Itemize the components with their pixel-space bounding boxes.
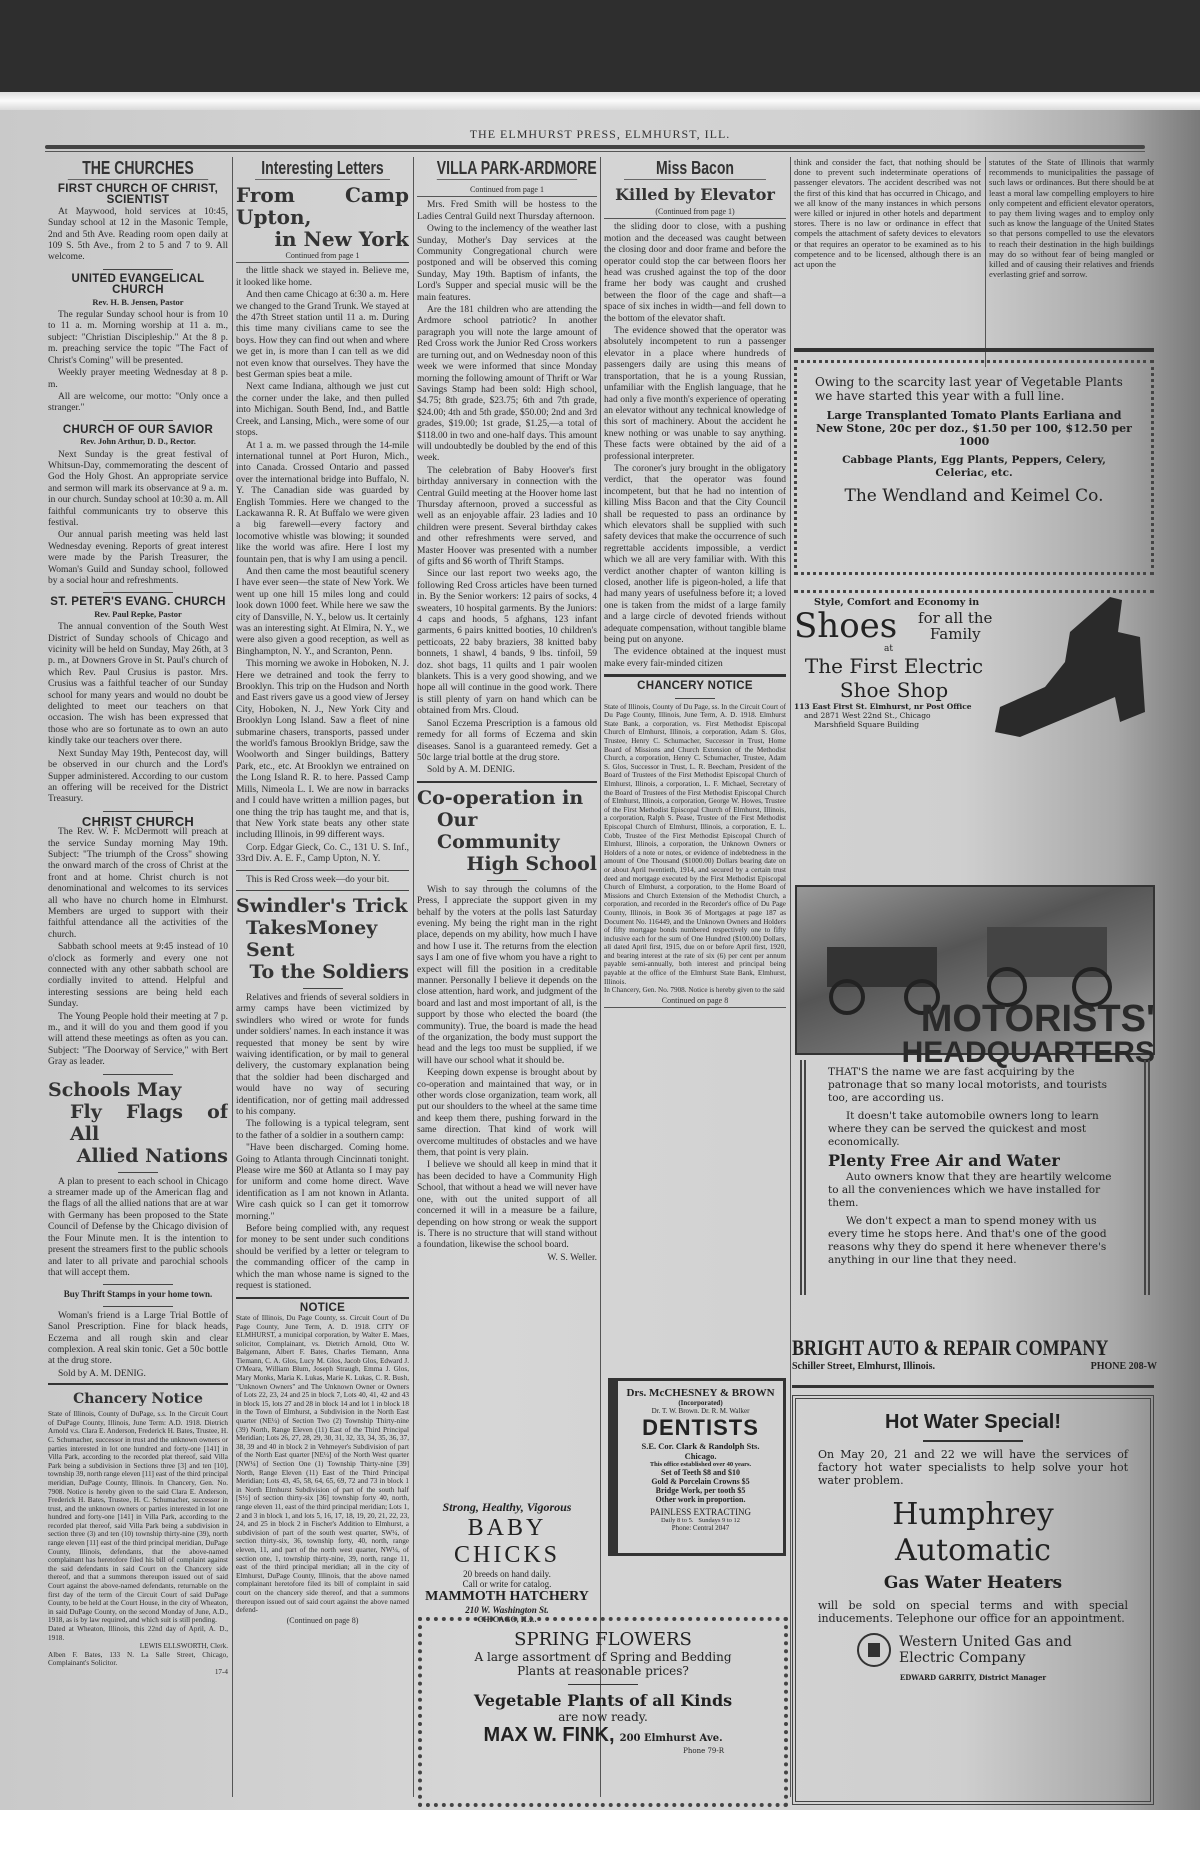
divider <box>118 1172 158 1173</box>
headline-schools <box>48 1079 228 1167</box>
chancery-notice-title: Chancery Notice <box>73 1391 203 1408</box>
chicks-line: 20 breeds on hand daily. <box>463 1569 551 1579</box>
motorists-title-line2: HEADQUARTERS <box>901 1036 1155 1069</box>
red-cross-notice: This is Red Cross week—do your bit. <box>246 874 390 885</box>
article-paragraph: Before being complied with, any request for money to be sent under such conditions should be verified by a letter or telegram to the commanding officer of the camp in which the man whose name is signed to the request is stationed. <box>236 1224 409 1292</box>
motorists-subhead: Plenty Free Air and Water <box>828 1151 1060 1170</box>
article-paragraph: I believe we should all keep in mind that it has been decided to have a Community High School, that without a head we will never have one, with out the united support of all concerned it will in a measure be a failure, depending on how strong or weak the support is. There is no structure that will stand without a foundation, likewise the school board. <box>417 1160 597 1251</box>
church-entry <box>48 813 228 1069</box>
flowers-address: 200 Elmhurst Ave. <box>619 1733 723 1744</box>
dentist-price: Bridge Work, per tooth $5 <box>655 1486 746 1495</box>
elevator-continuation-a <box>794 157 981 367</box>
headline-line: High School <box>466 852 597 875</box>
church-paragraph: The Young People hold their meeting at 7 p. m., and it will do you and them good if you will attend these meetings as often as you can. Subject: "The Doorway of Service," with Bert Gray as leader. <box>48 1011 228 1068</box>
column-rule <box>413 157 414 1797</box>
shoe-tagline: Style, Comfort and Economy in <box>814 597 980 608</box>
western-united-logo-row <box>818 1633 1128 1667</box>
notice-title: NOTICE <box>299 1301 346 1314</box>
plants-intro: Owing to the scarcity last year of Vegetable Plants we have started this year with a full line. <box>815 375 1123 403</box>
column-rule <box>600 157 601 1797</box>
church-paragraph: Weekly prayer meeting Wednesday at 8 p. m. <box>48 368 228 390</box>
headline-line: From Camp Upton, <box>236 183 409 229</box>
church-paragraph: Sabbath school meets at 9:45 instead of 10 o'clock as formerly and every one not connected with any other sabbath school are cordially invited to attend. Helpful and interesting sessions are being held each Sunday. <box>48 942 228 1010</box>
article-paragraph: the little shack we stayed in. Believe me, it looked like home. <box>236 266 409 288</box>
article-paragraph: The evidence obtained at the inquest must make every fair-minded citizen <box>604 647 786 669</box>
dentist-incorporated: (Incorporated) <box>678 1399 723 1407</box>
column-rule <box>232 157 233 1797</box>
church-paragraph: The Rev. W. F. McDermott will preach at the service Sunday morning May 19th. Subject: "The triumph of the Cross" showing the onward march of the cross of Christ at the front and at home. Christ church is not denominational and welcomes to its services all who have no church home in Elmhurst. Members are urged to support with their faithful attendance all the activities of the church. <box>48 827 228 940</box>
chicks-title: BABY CHICKS <box>453 1515 561 1568</box>
chancery-notice-title: CHANCERY NOTICE <box>637 680 753 693</box>
church-name: CHURCH OF OUR SAVIOR <box>62 423 214 436</box>
hot-water-p2: will be sold on special terms and with special inducements. Telephone our office for an appointment. <box>818 1599 1128 1625</box>
church-entry <box>48 184 228 264</box>
baby-chicks-ad <box>417 1500 597 1624</box>
chicks-city: CHICAGO, ILL. <box>477 1615 537 1624</box>
headline-line: Fly Flags of All <box>70 1100 228 1145</box>
flowers-name: MAX W. FINK, <box>483 1724 615 1746</box>
church-pastor: Rev. H. B. Jensen, Pastor <box>92 296 184 307</box>
bright-auto-name: BRIGHT AUTO & REPAIR COMPANY <box>792 1335 1109 1360</box>
gas-heaters-sub: Gas Water Heaters <box>883 1573 1063 1593</box>
heat-light-power-logo-icon <box>857 1633 891 1667</box>
dentist-hours-sunday: Sundays 9 to 12 <box>698 1517 741 1524</box>
article-paragraph: The celebration of Baby Hoover's first birthday anniversary in connection with the Central Guild meeting at the Hoover home last Thursday afternoon, proved a successful as well as an enjoyable affair. 23 ladies and 10 children were present. Several birthday cakes and other refreshments were served, and Master Hoover was presented with a number of gifts and $6 worth of Thrift Stamps. <box>417 465 597 567</box>
automatic-brand: Automatic <box>895 1533 1051 1568</box>
church-pastor: Rev. Paul Repke, Pastor <box>94 608 182 619</box>
article-paragraph: statutes of the State of Illinois that warmly recommends to municipalities the passage of such laws or ordinances. But there should be at least a moral law compelling employers to hire only competent and efficient elevator operators, to pay them living wages and to employ only such as know the language of the United States so that persons compelled to use the elevators to reach their destination in the high buildings may do so without fear of being mangled or killed and of causing their relatives and friends everlasting grief and sorrow. <box>989 157 1154 280</box>
article-paragraph: And then came Chicago at 6:30 a. m. Here we changed to the Grand Trunk. We stayed at the 47th Street station until 11 a. m. During this time many civilians came to see the boys. How they can find out when and where we get in, is more than I can tell as we did not even know that ourselves. They have the best German spies beat a mile. <box>236 290 409 381</box>
article-paragraph: Relatives and friends of several soldiers in army camps have been victimized by swindlers who wired or wrote for funds under soldiers' names. In each instance it was requested that money be sent by wire waiving identification, or by mail to general delivery, the customary explanation being that the soldier had been discharged and would have no way of securing identification, nor of getting mail addressed to his company. <box>236 992 409 1117</box>
scan-dark-border <box>0 0 1200 100</box>
dentist-painless: PAINLESS EXTRACTING <box>650 1507 751 1517</box>
church-entry <box>48 597 228 805</box>
sanol-sold-by: Sold by A. M. DENIG. <box>58 1368 146 1379</box>
section-head-miss-bacon: Miss Bacon <box>624 157 766 180</box>
church-paragraph: The regular Sunday school hour is from 10 to 11 a. m. Morning worship at 11 a. m., subject: "Christian Discipleship." At the 8 p. m. preaching service the topic "The Fact of Christ's Coming" will be presented. <box>48 310 228 366</box>
article-paragraph: the sliding door to close, with a pushing motion and the deceased was caught between the closing door and door frame and before the operator could stop the car between floors her head was crushed against the top of the door frame her body was caught and crushed between the floor of the cage and shaft—a space of six inches in width—and fell down to the bottom of the elevator shaft. <box>604 222 786 324</box>
bright-auto-contact <box>792 1361 1157 1372</box>
flowers-vegetable: Vegetable Plants of all Kinds <box>473 1691 733 1710</box>
humphrey-brand: Humphrey <box>892 1497 1054 1532</box>
spring-flowers-ad <box>418 1617 788 1807</box>
headline-line: Our Community <box>437 808 560 853</box>
dentist-city: Chicago. <box>684 1451 717 1461</box>
headline-line: Co-operation in <box>417 786 584 809</box>
divider <box>236 890 409 891</box>
plants-cabbage: Cabbage Plants, Egg Plants, Peppers, Celery, Celeriac, etc. <box>842 454 1106 479</box>
western-united-name: Western United Gas and Electric Company <box>899 1634 1072 1666</box>
church-paragraph: At Maywood, hold services at 10:45, Sunday school at 12 in the Masonic Temple, 2nd and 5th Ave. Reading room open daily at 109 S. 5th Ave., from 2 to 5 and 7 to 9. All welcome. <box>48 206 228 263</box>
motorists-p3: Auto owners know that they are heartily welcome to all the conveniences which we have installed for them. <box>828 1171 1112 1209</box>
church-paragraph: All are welcome, our motto: "Only once a stranger." <box>48 391 228 414</box>
article-paragraph: Sold by A. M. DENIG. <box>427 765 515 776</box>
plants-company: The Wendland and Keimel Co. <box>844 486 1104 506</box>
motorists-p2: It doesn't take automobile owners long to learn where they can be served the quickest and most economically. <box>828 1110 1099 1148</box>
article-paragraph: The coroner's jury brought in the obligatory verdict, that the operator was found incompetent, but that he had no intention of killing Miss Bacon and that the City Council shall be requested to pass an ordinance by which elevators shall be supplied with such safety devices that make the occurrence of such regrettable accidents impossible, a verdict which we all are very familiar with. With this verdict another chapter of wanton killing is closed, another life is pigeon-holed, a life that had many years of usefulness before it; a loved one is taken from the midst of a large family and a large circle of devoted friends without adequate compensation, without tangible blame being put on anyone. <box>604 463 786 646</box>
dentist-price: Gold & Porcelain Crowns $5 <box>651 1477 750 1486</box>
motorists-p4: We don't expect a man to spend money with us every time he stops here. And that's one of the good reasons why they do spend it here whenever there's anything in our line that they need. <box>828 1215 1107 1266</box>
notice-body: State of Illinois, Du Page County, ss. Circuit Court of Du Page County, June Term, A. D. 1918. CITY OF ELMHURST, a municipal corporation, by Walter E. Maes, solicitor, Complainant, vs. Dietrich Arnold, Otto W. Balgemann, Albert F. Bates, Charles Tiemann, Anna Tiemann, C. A. Glos, Lucy M. Glos, Jacob Glos, Edward J. O'Meara, William Blum, Joseph Straugh, Emma J. Glos, Mary Monks, Maria K. Lukas, Marie K. Lukas, C. R. Bush, "Unknown Owners" and The Unknown Owner or Owners of Lots 22, 23, 24 and 25 in block 7, Lots 40, 41, 42 and 43 in block 15, lots 27 and 28 in block 14 and lot 1 in block 18 in the Town of Elmhurst, a Subdivision in the North East quarter (NE¼) of Section Two (2) Township Thirty-nine (39) North, Range Eleven (11) East of the Third Principal Meridian; Lots 26, 27, 28, 29, 30, 31, 32, 33, 34, 35, 36, 37, 38, 39 and 40 in block 2 in Vehmeyer's Subdivision of part of the North East quarter [NE¼] of the North West quarter [NW¼] of Section One (1) Township Thirty-nine [39] North, Range Eleven (11) East of the Third Principal Meridian; Lots 43, 45, 58, 64, 65, 69, 72 and 73 in block 1 in North Elmhurst Subdivision of part of the south half [S½] of section thirty-six [36] township forty 40, north, range eleven 11, east of the third principal meridian; Lots 1, 2 and 3 in block 1, and lots 5, 16, 17, 18, 19, 20, 21, 22, 23, 24, and 25 in block 2 in Fischer's Addition to Elmhurst, a subdivision of part of the south west quarter, SW¼, of section thirty-six, 36, township forty, 40, north, range eleven, 11, and part of the north west quarter, NW¼, of section one, 1, township thirty-nine, 39, north, range 11, east of the third principal meridian; all in the city of Elmhurst, DuPage County, Illinois, that the above named complainant heretofore filed its bill of complaint in said court on the chancery side thereof, and that a summons thereupon issued out of said court against the above named defend- <box>236 1313 409 1615</box>
dentist-hours-daily: Daily 8 to 5. <box>660 1517 694 1524</box>
continued-from: Continued from page 1 <box>236 250 409 263</box>
motorists-title <box>800 1000 1155 1068</box>
flowers-ready: are now ready. <box>558 1710 648 1724</box>
scan-bottom-margin <box>0 1810 1200 1855</box>
headline-line: in New York <box>274 227 409 251</box>
church-paragraph: The annual convention of the South West District of Sunday schools of Chicago and vicinity will be held on Sunday, May 26th, at 3 p. m., at Downers Grove in St. Paul's church of which Rev. Paul Crusius is pastor. Mrs. Crusius was a faithful teacher of our Sunday school for many years and would no doubt be delighted to meet our teachers on that occasion. The wish has been expressed that those who are so fortunate as to own an auto kindly take our teachers over there. <box>48 622 228 747</box>
dentist-established: This office established over 40 years. <box>649 1461 752 1468</box>
dentist-address: S.E. Cor. Clark & Randolph Sts. <box>641 1441 760 1451</box>
flowers-question: A large assortment of Spring and Bedding Plants at reasonable prices? <box>474 1650 732 1678</box>
divider <box>103 1306 173 1307</box>
shoe-address: 113 East First St. Elmhurst, nr Post Office <box>794 702 972 711</box>
column-rule <box>985 157 986 367</box>
gas-manager: EDWARD GARRITY, District Manager <box>899 1673 1047 1682</box>
article-paragraph: Mrs. Fred Smith will be hostess to the Ladies Central Guild next Thursday afternoon. <box>417 200 597 222</box>
article-paragraph: Next came Indiana, although we just cut the corner under the lake, and then pulled into Michigan. South Bend, Ind., and Battle Creek, and Lansing, Mich., were some of our stops. <box>236 382 409 439</box>
dentist-hours <box>618 1517 783 1524</box>
article-paragraph: Keeping down expense is brought about by co-operation and maintained that way, or in other words close organization, team work, all put our shoulders to the wheel at the same time and keep them there, pushing forward in the same direction. That kind of work will overcome multitudes of obstacles and we have them, that point is very plain. <box>417 1068 597 1159</box>
church-name: UNITED EVANGELICAL CHURCH <box>71 272 205 297</box>
article-paragraph: Wish to say through the columns of the Press, I appreciate the support given in my behalf by the voters at the polls last Saturday evening. My being the right man in the right place, depends on my ability, how much I have and how I use it. The returns from the election says I am one of five whom you have a right to expect will fill the position in a creditable manner. Personally I believe it depends on the close attention, hard work, and judgment of the board and last and most important of all, is the support by those who elected the board (the community). True, the board is made the head of the organization, the body must support the head and the legs too must be supplied, if we will have our school what it should be. <box>417 884 597 1066</box>
motorists-body <box>800 1060 1150 1295</box>
article-paragraph: Are the 181 children who are attending the Ardmore school patriotic? In another paragraph you will note the large amount of Red Cross work the Junior Red Cross workers are turning out, and on Wednesday noon of this week we were informed that since Monday morning the following amount of Thrift or War Savings Stamp had been sold: High school, $4.75; 8th grade, $23.75; 6th and 7th grade, $24.00; 4th and 5th grade, $50.00; 2nd and 3rd grades, $19.00; 1st grade, $1.25,—a total of $118.00 in two and one-half days. This amount will undoubtedly be doubled by the end of this week. <box>417 305 597 464</box>
church-entry <box>48 274 228 415</box>
hot-water-ad <box>792 1395 1154 1805</box>
church-paragraph: Next Sunday is the great festival of Whitsun-Day, commemorating the descent of God the Holy Ghost. An appropriate service and sermon will mark its observance at 9 a. m. in our church. Sunday school at 10:30 a. m. All faithful communicants try to observe this festival. <box>48 449 228 528</box>
article-paragraph: At 1 a. m. we passed through the 14-mile international tunnel at Port Huron, Mich., into Canada. Crossed Ontario and passed over the international bridge into Buffalo, N. Y. The Canadian side was guarded by English Tommies. Here we changed to the Lackawanna R. R. At Buffalo we were given a big farewell—every factory and locomotive whistle was blowing; it sounded like the world was afire. Here I lost my fountain pen, that is why I am using a pencil. <box>236 440 409 565</box>
article-signature: Corp. Edgar Gieck, Co. C., 131 U. S. Inf., 33rd Div. A. E. F., Camp Upton, N. Y. <box>236 842 409 865</box>
divider <box>236 1297 409 1299</box>
flowers-signature <box>422 1724 784 1747</box>
continued-from: (Continued from page 1) <box>604 206 786 219</box>
masthead: THE ELMHURST PRESS, ELMHURST, ILL. <box>469 127 731 141</box>
chicks-line: Call or write for catalog. <box>462 1579 552 1589</box>
church-name: ST. PETER'S EVANG. CHURCH <box>50 596 226 609</box>
divider <box>675 698 715 699</box>
headline-line: TakesMoney Sent <box>246 916 378 961</box>
church-name: CHRIST CHURCH <box>81 813 195 829</box>
headline-line: Schools May <box>48 1078 182 1101</box>
article-paragraph: "Have been discharged. Coming home. Going to Atlanta through Cincinnati tonight. Please wire me $60 at Atlanta so I may pay for uniform and come home direct. Wave identification as I am not known in Atlanta. Wire cash quick so I can get it tomorrow morning." <box>236 1143 409 1222</box>
chicks-tagline: Strong, Healthy, Vigorous <box>442 1500 572 1514</box>
article-signature: W. S. Weller. <box>547 1252 597 1263</box>
chancery-notice-body: State of Illinois, County of Du Page, ss. In the Circuit Court of Du Page County, Illinois, June Term, A. D. 1918. Elmhurst State Bank, a corporation, vs. First Methodist Episcopal Church of Elmhurst, Illinois, a corporation, Adam S. Glos, Trustee, Henry C. Schumacher, Successor in Trust, Home Board of Missions and Church Extension of the Methodist Church, a corporation, Henry C. Schumacher, Trustee, Adam S. Glos, Successor in Trust, L. R. Beecham, President of the Board of Trustees of the First Methodist Episcopal Church of Elmhurst, Illinois, a corporation, L. F. Michael, Secretary of the Board of Trustees of the First Methodist Episcopal Church of Elmhurst, Illinois, a corporation, George W. Howes, Trustee of the First Methodist Episcopal Church of Elmhurst, Illinois, a corporation, Ralph S. Pease, Trustee of the First Methodist Episcopal Church of Elmhurst, Illinois, a corporation, E. L. Cobb, Trustee of the First Methodist Episcopal Church of Elmhurst, Illinois, a corporation, the Unknown Owners or Holders of a note or notes, or evidence of indebtedness in the amount of One Thousand ($1000.00) Dollars bearing date on or about April twentieth, 1914, and secured by a certain trust deed and mortgage executed by the First Methodist Episcopal Church of Elmhurst, a corporation, to the Home Board of Missions and Church Extension of the Methodist Church, a corporation, and recorded in the Recorder's office of Du Page County, Illinois, in Book 36 of Mortgages at page 187 as Document No. 116449, and the Unknown Owners and Holders of fifty mortgage bonds numbered respectively one to fifty inclusive each for the sum of One Hundred ($100.00) Dollars, all dated April first, 1915, due on or before April first, 1920, and bearing interest at the rate of six (6) per cent per annum payable semi-annually, both interest and principal being payable at the office of the Elmhurst State Bank, Elmhurst, Illinois. <box>604 702 786 986</box>
motorists-title-line1: MOTORISTS' <box>920 998 1155 1040</box>
masthead-rule-thin <box>45 151 1145 152</box>
boot-illustration-icon <box>990 592 1150 742</box>
divider <box>303 988 343 989</box>
headline-line: To the Soldiers <box>249 960 409 983</box>
column-rule <box>790 157 791 1797</box>
plants-ad <box>794 360 1154 575</box>
chancery-notice-body: State of Illinois, County of DuPage, s.s. In the Circuit Court of DuPage County, Illinois, June Term: A.D. 1918. Dietrich Arnold v.s. Clara E. Anderson, Frederick H. Bates, Trustee, H. C. Schumacher, successor in trust and the unknown owners or parties interested in lot one hundred and forty-one [141] in Villa Park, according to the recorded plat thereof, said Villa Park being a subdivision in Sections three [3] and ten [10], township 39, north range eleven [11] east of the third principal meridian, DuPage County, Illinois. In Chancery, Gen. No. 7908. Notice is hereby given to the said Clara E. Anderson, Frederick H. Bates, Trustee, H. C. Schumacher, successor in trust, and the unknown owners or parties interested in lot one hundred and forty-one [141] in Villa Park, according to the recorded plat thereof, said Villa Park being a subdivision in section three (3) and ten (10) township thirty-nine (39), north range eleven [11] east of the third principal meridian, DuPage County, Illinois, defendants, that the above-named complainant has heretofore filed his bill of complaint against the said defendants in said Court on the Chancery side thereof, and that a summons thereupon issued out of said Court against the above-named defendants, returnable on the first day of the term of the Circuit Court of said DuPage County, to be held at the Court House, in the city of Wheaton, in said DuPage County, on the second Monday of June, A.D., 1918, as is by law required, and which suit is still pending. <box>48 1410 228 1625</box>
article-paragraph: The following is a typical telegram, sent to the father of a soldier in a southern camp: <box>236 1119 409 1141</box>
shoe-name: The First Electric Shoe Shop <box>804 654 984 702</box>
motorists-p1: THAT'S the name we are fast acquiring by the patronage that so many local motorists, and tourists too, are according us. <box>828 1066 1108 1104</box>
shoe-address: and 2871 West 22nd St., Chicago <box>804 711 931 720</box>
divider <box>568 1684 638 1685</box>
dentist-title: Drs. McCHESNEY & BROWN <box>626 1387 775 1399</box>
section-head-letters: Interesting Letters <box>255 157 390 180</box>
divider <box>103 1074 173 1075</box>
dentist-ad <box>608 1378 786 1556</box>
flowers-phone: Phone 79-R <box>683 1747 724 1755</box>
divider <box>794 348 1154 352</box>
headline-line: Swindler's Trick <box>236 894 408 917</box>
church-entry <box>48 425 228 588</box>
dentist-phone: Phone: Central 2047 <box>671 1524 730 1532</box>
chancery-solicitor: Alben F. Bates, 133 N. La Salle Street, Chicago, Complainant's Solicitor. <box>48 1650 228 1668</box>
hot-water-p1: On May 20, 21 and 22 we will have the services of factory hot water specialists to help solve your hot water problem. <box>818 1448 1128 1487</box>
article-paragraph: Sanol Eczema Prescription is a famous old remedy for all forms of Eczema and skin diseases. Sanol is a guaranteed remedy. Get a 50c large trial bottle at the drug store. <box>417 718 597 763</box>
shoe-for: for all the Family <box>918 609 993 643</box>
divider <box>103 592 173 593</box>
divider <box>792 1385 1154 1388</box>
bright-auto-company <box>792 1335 1157 1372</box>
sanol-ad: Woman's friend is a Large Trial Bottle of Sanol Prescription. Fine for black heads, Eczema and all rough skin and clear complexion. A real skin tonic. Get a 50c bottle at the drug store. <box>48 1310 228 1367</box>
bright-auto-street: Schiller Street, Elmhurst, Illinois. <box>792 1361 935 1372</box>
dentist-doctors: Dr. T. W. Brown. Dr. R. M. Walker <box>651 1407 750 1415</box>
shoe-address: Marshfield Square Building <box>814 720 920 729</box>
divider <box>604 674 786 677</box>
plants-tomato: Large Transplanted Tomato Plants Earliana and New Stone, 20c per doz., $1.50 per 100, $12.50 per 1000 <box>816 409 1132 448</box>
church-paragraph: Next Sunday May 19th, Pentecost day, will be observed in our church and the Lord's Supper administered. According to our custom an offering will be received for the District Treasury. <box>48 748 228 805</box>
article-paragraph: Owing to the inclemency of the weather last Sunday, Mother's Day services at the Community Congregational church were postponed and will be observed this coming Sunday, May 19th. Baptism of infants, the Lord's Supper and special music will be the main features. <box>417 224 597 303</box>
article-paragraph: This morning we awoke in Hoboken, N. J. Here we detrained and took the ferry to Brooklyn. This trip on the Hudson and North and East rivers gave us a good view of Jersey City, Hoboken, N. J., New York City and Brooklyn Long Island. Saw a fleet of nine submarine chasers, transports, passed under the world's famous Brooklyn Bridge, saw the Woolworth and Singer buildings, Battery Park, etc., etc. At Brooklyn we entrained on the Long Island R. R. to here. Passed Camp Mills, Nimeola L. I. We are now in barracks and I could have written a million pages, but one thing the trip has taught me, and that is, that New York state beats any other state including Illinois, in 99 different ways. <box>236 659 409 841</box>
dentist-price: Other work in proportion. <box>655 1495 746 1504</box>
church-pastor: Rev. John Arthur, D. D., Rector. <box>80 436 196 447</box>
column-letters <box>236 157 409 1807</box>
elevator-continuation-b <box>989 157 1154 367</box>
divider <box>103 1284 173 1285</box>
divider <box>487 880 527 881</box>
continued-on: Continued on page 8 <box>604 995 786 1008</box>
chancery-clerk: LEWIS ELLSWORTH, Clerk. <box>139 1642 228 1651</box>
chicks-company: MAMMOTH HATCHERY <box>425 1589 589 1604</box>
continued-on: (Continued on page 8) <box>286 1615 359 1625</box>
article-paragraph: think and consider the fact, that nothing should be done to prevent such indeterminate operations of passenger elevators. The accident described was not the first of this kind that has occurred in Chicago, and we all know of the many instances in which persons were killed or injured in other hotels and department stores. There is no law or ordinance in effect that compels the attachment of safety devices to elevators or that requires an operator to be examined as to his competence and to be licensed, although there is an act upon the <box>794 157 981 270</box>
flowers-title: SPRING FLOWERS <box>514 1629 692 1650</box>
chancery-notice-tail: In Chancery, Gen. No. 7908. Notice is hereby given to the said <box>604 986 785 995</box>
article-paragraph: The evidence showed that the operator was absolutely incompetent to run a passenger elevator in a place where hundreds of passengers daily are using this means of transportation, that he is a young Russian, unfamiliar with the English language, that he had only a five month's experience of operating an elevator without any technical knowledge of this sort of machinery. About the accident he knew nothing or was unable to say anything. These facts were obtained by the aid of a professional interpreter. <box>604 326 786 462</box>
chancery-code: 17-4 <box>214 1667 228 1676</box>
masthead-rule <box>45 145 1145 149</box>
article-paragraph: A plan to present to each school in Chicago a streamer made up of the American flag and the flags of all the allied nations that are at war with Germany has been proposed to the State Council of Defense by the Chicago division of the Four Minute men. It is the intention to present the streamers first to the public schools and later to all private and parochial schools that will accept them. <box>48 1176 228 1278</box>
hot-water-title: Hot Water Special! <box>885 1411 1061 1433</box>
shoe-big: Shoes <box>794 606 898 646</box>
article-paragraph: And then came the most beautiful scenery I have ever seen—the state of New York. We went up one hill 15 miles long and could look down 1000 feet. While here we saw the city of Dansville, N. Y., below us. It certainly was an interesting sight. At Elmira, N. Y., we were also given a good reception, as well as Binghampton, N. Y., and Scranton, Penn. <box>236 566 409 657</box>
divider <box>923 1440 1023 1442</box>
bright-auto-phone: PHONE 208-W <box>1090 1361 1157 1372</box>
headline-line: Killed by Elevator <box>615 185 775 204</box>
continued-from: Continued from page 1 <box>417 184 597 197</box>
section-head-churches: THE CHURCHES <box>68 157 208 180</box>
column-miss-bacon <box>604 157 786 1352</box>
article-paragraph: Since our last report two weeks ago, the following Red Cross articles have been turned in. By the Senior workers: 12 pairs of socks, 4 sweaters, 10 hospital garments. By the Juniors: 4 caps and hoods, 5 afghans, 123 infant garments, 6 pairs knitted booties, 10 children's petticoats, 22 baby braziers, 38 knitted baby bonnets, 1 shawl, 4 bands, 9 lbs. tinfoil, 59 doz. shot bags, 11 quilts and 1 pair woolen blankets. This is a very good showing, and we hope all will continue in the good work. There is still plenty of yarn on hand which can be obtained from Mrs. Cloud. <box>417 569 597 717</box>
thrift-notice: Buy Thrift Stamps in your home town. <box>63 1289 213 1300</box>
column-churches <box>48 157 228 1807</box>
dentist-big: DENTISTS <box>642 1415 759 1440</box>
section-head-villa-park: VILLA PARK-ARDMORE <box>436 158 597 178</box>
shoe-at: at <box>884 644 893 654</box>
divider <box>103 420 173 421</box>
divider <box>236 870 409 871</box>
headline-line: Allied Nations <box>76 1144 228 1167</box>
divider <box>48 1383 228 1385</box>
chicks-address: 210 W. Washington St. <box>465 1605 549 1615</box>
divider <box>417 781 597 783</box>
divider <box>103 269 173 270</box>
chancery-dated: Dated at Wheaton, Illinois, this 22nd day of April, A. D., 1918. <box>48 1625 228 1642</box>
dentist-price: Set of Teeth $8 and $10 <box>661 1468 740 1477</box>
column-villa-park <box>417 157 597 1502</box>
logo-center <box>868 1643 880 1657</box>
divider <box>103 811 173 812</box>
church-paragraph: Our annual parish meeting was held last Wednesday evening. Reports of great interest were made by the Parish Treasurer, the Woman's Guild and Sunday school, followed by a social hour and refreshments. <box>48 530 228 586</box>
church-name: FIRST CHURCH OF CHRIST, SCIENTIST <box>57 183 219 207</box>
